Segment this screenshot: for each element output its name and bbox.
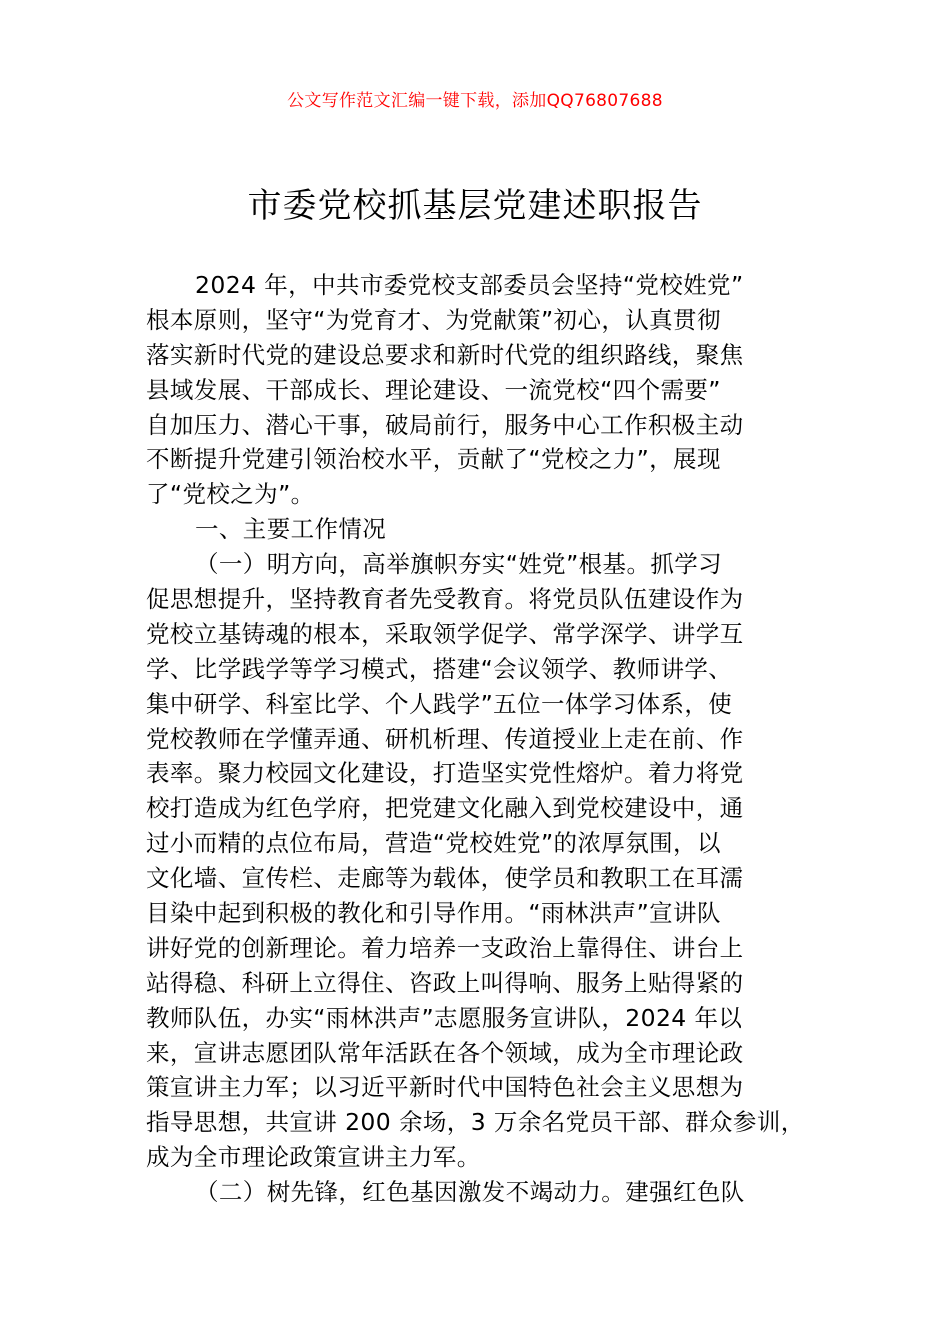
- paragraph-line: 不断提升党建引领治校水平，贡献了“党校之力”，展现: [146, 445, 721, 474]
- paragraph-line: 党校教师在学懂弄通、研机析理、传道授业上走在前、作: [146, 724, 744, 753]
- paragraph-line: 策宣讲主力军；以习近平新时代中国特色社会主义思想为: [146, 1073, 744, 1102]
- paragraph-line: 集中研学、科室比学、个人践学”五位一体学习体系，使: [146, 689, 733, 718]
- section-heading: 一、主要工作情况: [195, 515, 387, 544]
- paragraph-line: 文化墙、宣传栏、走廊等为载体，使学员和教职工在耳濡: [146, 864, 744, 893]
- paragraph-line: 目染中起到积极的教化和引导作用。“雨林洪声”宣讲队: [146, 899, 721, 928]
- paragraph-line: 来，宣讲志愿团队常年活跃在各个领域，成为全市理论政: [146, 1038, 744, 1067]
- paragraph-line: （二）树先锋，红色基因激发不竭动力。建强红色队: [195, 1178, 745, 1207]
- paragraph-line: 2024 年，中共市委党校支部委员会坚持“党校姓党”: [195, 271, 744, 299]
- paragraph-line: 讲好党的创新理论。着力培养一支政治上靠得住、讲台上: [146, 933, 744, 962]
- paragraph-line: 根本原则，坚守“为党育才、为党献策”初心，认真贯彻: [146, 305, 721, 334]
- paragraph-line: 了“党校之为”。: [146, 480, 315, 509]
- paragraph-line: 表率。聚力校园文化建设，打造坚实党性熔炉。着力将党: [146, 759, 744, 788]
- document-title: 市委党校抓基层党建述职报告: [247, 186, 703, 226]
- paragraph-line: 促思想提升，坚持教育者先受教育。将党员队伍建设作为: [146, 585, 744, 614]
- download-notice: 公文写作范文汇编一键下载，添加QQ76807688: [287, 91, 663, 111]
- paragraph-line: 党校立基铸魂的根本，采取领学促学、常学深学、讲学互: [146, 619, 744, 648]
- paragraph-line: 过小而精的点位布局，营造“党校姓党”的浓厚氛围，以: [146, 829, 721, 858]
- paragraph-line: 校打造成为红色学府，把党建文化融入到党校建设中，通: [146, 794, 744, 823]
- paragraph-line: 教师队伍，办实“雨林洪声”志愿服务宣讲队，2024 年以: [146, 1003, 743, 1032]
- paragraph-line: 县域发展、干部成长、理论建设、一流党校“四个需要”: [146, 375, 721, 404]
- paragraph-line: 指导思想，共宣讲 200 余场，3 万余名党员干部、群众参训，: [146, 1108, 805, 1137]
- paragraph-line: （一）明方向，高举旗帜夯实“姓党”根基。抓学习: [195, 550, 723, 579]
- paragraph-line: 站得稳、科研上立得住、咨政上叫得响、服务上贴得紧的: [146, 968, 744, 997]
- document-body: [146, 268, 826, 1210]
- paragraph-line: 成为全市理论政策宣讲主力军。: [146, 1143, 481, 1172]
- paragraph-line: 自加压力、潜心干事，破局前行，服务中心工作积极主动: [146, 410, 744, 439]
- paragraph-line: 学、比学践学等学习模式，搭建“会议领学、教师讲学、: [146, 654, 733, 683]
- paragraph-line: 落实新时代党的建设总要求和新时代党的组织路线，聚焦: [146, 340, 744, 369]
